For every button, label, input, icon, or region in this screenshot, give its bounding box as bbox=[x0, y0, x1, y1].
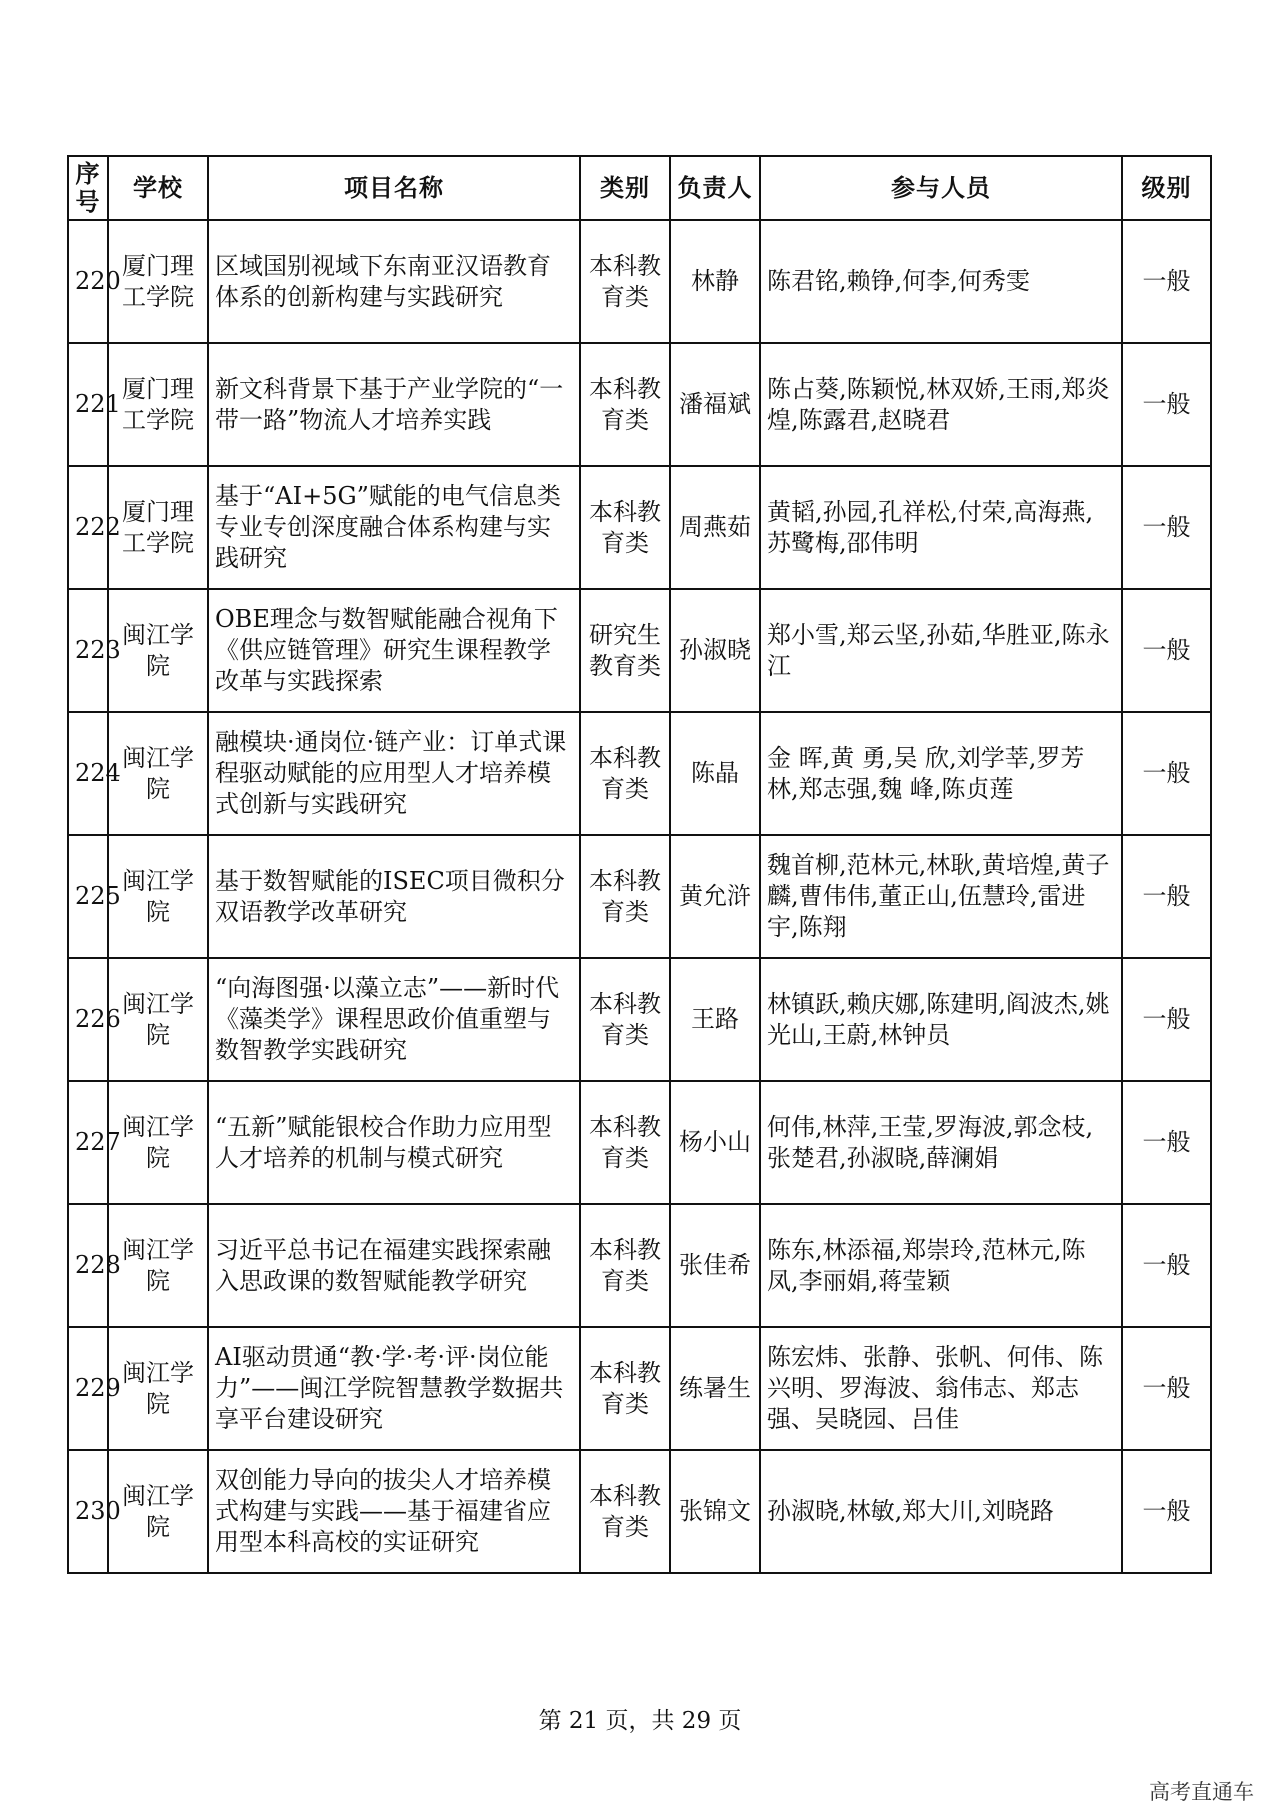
cell-category: 研究生教育类 bbox=[580, 589, 670, 712]
cell-category: 本科教育类 bbox=[580, 1450, 670, 1573]
cell-category: 本科教育类 bbox=[580, 1081, 670, 1204]
header-no: 序号 bbox=[68, 156, 108, 220]
cell-school: 厦门理工学院 bbox=[108, 220, 208, 343]
table-row bbox=[68, 1204, 1211, 1327]
table-row bbox=[68, 1327, 1211, 1450]
cell-no: 228 bbox=[68, 1204, 108, 1327]
project-table bbox=[67, 155, 1212, 1574]
cell-members: 陈宏炜、张静、张帆、何伟、陈兴明、罗海波、翁伟志、郑志强、吴晓园、吕佳 bbox=[760, 1327, 1122, 1450]
header-members: 参与人员 bbox=[760, 156, 1122, 220]
watermark: 高考直通车 bbox=[1149, 1780, 1254, 1804]
cell-no: 225 bbox=[68, 835, 108, 958]
cell-school: 闽江学院 bbox=[108, 589, 208, 712]
cell-project: 区域国别视域下东南亚汉语教育体系的创新构建与实践研究 bbox=[208, 220, 580, 343]
table-row bbox=[68, 1450, 1211, 1573]
cell-no: 223 bbox=[68, 589, 108, 712]
table-row bbox=[68, 958, 1211, 1081]
cell-school: 闽江学院 bbox=[108, 1081, 208, 1204]
cell-level: 一般 bbox=[1122, 1081, 1211, 1204]
cell-lead: 张锦文 bbox=[670, 1450, 760, 1573]
header-level: 级别 bbox=[1122, 156, 1211, 220]
cell-school: 厦门理工学院 bbox=[108, 343, 208, 466]
table-row bbox=[68, 835, 1211, 958]
cell-no: 229 bbox=[68, 1327, 108, 1450]
cell-no: 226 bbox=[68, 958, 108, 1081]
cell-project: 融模块·通岗位·链产业：订单式课程驱动赋能的应用型人才培养模式创新与实践研究 bbox=[208, 712, 580, 835]
cell-category: 本科教育类 bbox=[580, 1327, 670, 1450]
cell-level: 一般 bbox=[1122, 589, 1211, 712]
cell-school: 厦门理工学院 bbox=[108, 466, 208, 589]
cell-members: 陈占葵,陈颖悦,林双娇,王雨,郑炎煌,陈露君,赵晓君 bbox=[760, 343, 1122, 466]
cell-project: 基于“AI+5G”赋能的电气信息类专业专创深度融合体系构建与实践研究 bbox=[208, 466, 580, 589]
cell-members: 黄韬,孙园,孔祥松,付荣,高海燕,苏鹭梅,邵伟明 bbox=[760, 466, 1122, 589]
cell-lead: 杨小山 bbox=[670, 1081, 760, 1204]
cell-members: 何伟,林萍,王莹,罗海波,郭念枝,张楚君,孙淑晓,薛澜娟 bbox=[760, 1081, 1122, 1204]
header-category: 类别 bbox=[580, 156, 670, 220]
cell-lead: 孙淑晓 bbox=[670, 589, 760, 712]
cell-project: 习近平总书记在福建实践探索融入思政课的数智赋能教学研究 bbox=[208, 1204, 580, 1327]
cell-lead: 林静 bbox=[670, 220, 760, 343]
page-number: 第 21 页，共 29 页 bbox=[538, 1708, 742, 1734]
cell-project: “向海图强·以藻立志”——新时代《藻类学》课程思政价值重塑与数智教学实践研究 bbox=[208, 958, 580, 1081]
cell-no: 222 bbox=[68, 466, 108, 589]
cell-members: 孙淑晓,林敏,郑大川,刘晓路 bbox=[760, 1450, 1122, 1573]
cell-level: 一般 bbox=[1122, 1327, 1211, 1450]
cell-level: 一般 bbox=[1122, 1204, 1211, 1327]
cell-lead: 周燕茹 bbox=[670, 466, 760, 589]
cell-level: 一般 bbox=[1122, 712, 1211, 835]
cell-level: 一般 bbox=[1122, 958, 1211, 1081]
cell-category: 本科教育类 bbox=[580, 466, 670, 589]
table-header bbox=[68, 156, 1211, 220]
table-row bbox=[68, 343, 1211, 466]
cell-project: OBE理念与数智赋能融合视角下《供应链管理》研究生课程教学改革与实践探索 bbox=[208, 589, 580, 712]
cell-category: 本科教育类 bbox=[580, 343, 670, 466]
cell-no: 224 bbox=[68, 712, 108, 835]
table-body bbox=[68, 220, 1211, 1573]
cell-category: 本科教育类 bbox=[580, 1204, 670, 1327]
cell-level: 一般 bbox=[1122, 343, 1211, 466]
cell-lead: 黄允浒 bbox=[670, 835, 760, 958]
cell-category: 本科教育类 bbox=[580, 712, 670, 835]
cell-no: 227 bbox=[68, 1081, 108, 1204]
cell-lead: 练暑生 bbox=[670, 1327, 760, 1450]
cell-school: 闽江学院 bbox=[108, 1327, 208, 1450]
cell-lead: 陈晶 bbox=[670, 712, 760, 835]
cell-members: 金 晖,黄 勇,吴 欣,刘学莘,罗芳林,郑志强,魏 峰,陈贞莲 bbox=[760, 712, 1122, 835]
cell-lead: 潘福斌 bbox=[670, 343, 760, 466]
table-row bbox=[68, 1081, 1211, 1204]
cell-category: 本科教育类 bbox=[580, 220, 670, 343]
header-lead: 负责人 bbox=[670, 156, 760, 220]
table-row bbox=[68, 712, 1211, 835]
cell-project: 双创能力导向的拔尖人才培养模式构建与实践——基于福建省应用型本科高校的实证研究 bbox=[208, 1450, 580, 1573]
cell-school: 闽江学院 bbox=[108, 1204, 208, 1327]
cell-members: 陈东,林添福,郑崇玲,范林元,陈凤,李丽娟,蒋莹颖 bbox=[760, 1204, 1122, 1327]
cell-project: AI驱动贯通“教·学·考·评·岗位能力”——闽江学院智慧教学数据共享平台建设研究 bbox=[208, 1327, 580, 1450]
cell-project: “五新”赋能银校合作助力应用型人才培养的机制与模式研究 bbox=[208, 1081, 580, 1204]
cell-members: 魏首柳,范林元,林耿,黄培煌,黄子麟,曹伟伟,董正山,伍慧玲,雷进宇,陈翔 bbox=[760, 835, 1122, 958]
cell-category: 本科教育类 bbox=[580, 958, 670, 1081]
cell-school: 闽江学院 bbox=[108, 958, 208, 1081]
cell-no: 221 bbox=[68, 343, 108, 466]
cell-level: 一般 bbox=[1122, 1450, 1211, 1573]
cell-level: 一般 bbox=[1122, 835, 1211, 958]
cell-school: 闽江学院 bbox=[108, 712, 208, 835]
cell-level: 一般 bbox=[1122, 220, 1211, 343]
cell-lead: 王路 bbox=[670, 958, 760, 1081]
cell-level: 一般 bbox=[1122, 466, 1211, 589]
table-row bbox=[68, 466, 1211, 589]
cell-no: 230 bbox=[68, 1450, 108, 1573]
header-school: 学校 bbox=[108, 156, 208, 220]
cell-members: 林镇跃,赖庆娜,陈建明,阎波杰,姚光山,王蔚,林钟员 bbox=[760, 958, 1122, 1081]
cell-project: 新文科背景下基于产业学院的“一带一路”物流人才培养实践 bbox=[208, 343, 580, 466]
cell-project: 基于数智赋能的ISEC项目微积分双语教学改革研究 bbox=[208, 835, 580, 958]
cell-category: 本科教育类 bbox=[580, 835, 670, 958]
cell-members: 郑小雪,郑云坚,孙茹,华胜亚,陈永江 bbox=[760, 589, 1122, 712]
cell-lead: 张佳希 bbox=[670, 1204, 760, 1327]
table-row bbox=[68, 589, 1211, 712]
cell-school: 闽江学院 bbox=[108, 1450, 208, 1573]
cell-school: 闽江学院 bbox=[108, 835, 208, 958]
cell-members: 陈君铭,赖铮,何李,何秀雯 bbox=[760, 220, 1122, 343]
header-project: 项目名称 bbox=[208, 156, 580, 220]
table-row bbox=[68, 220, 1211, 343]
cell-no: 220 bbox=[68, 220, 108, 343]
